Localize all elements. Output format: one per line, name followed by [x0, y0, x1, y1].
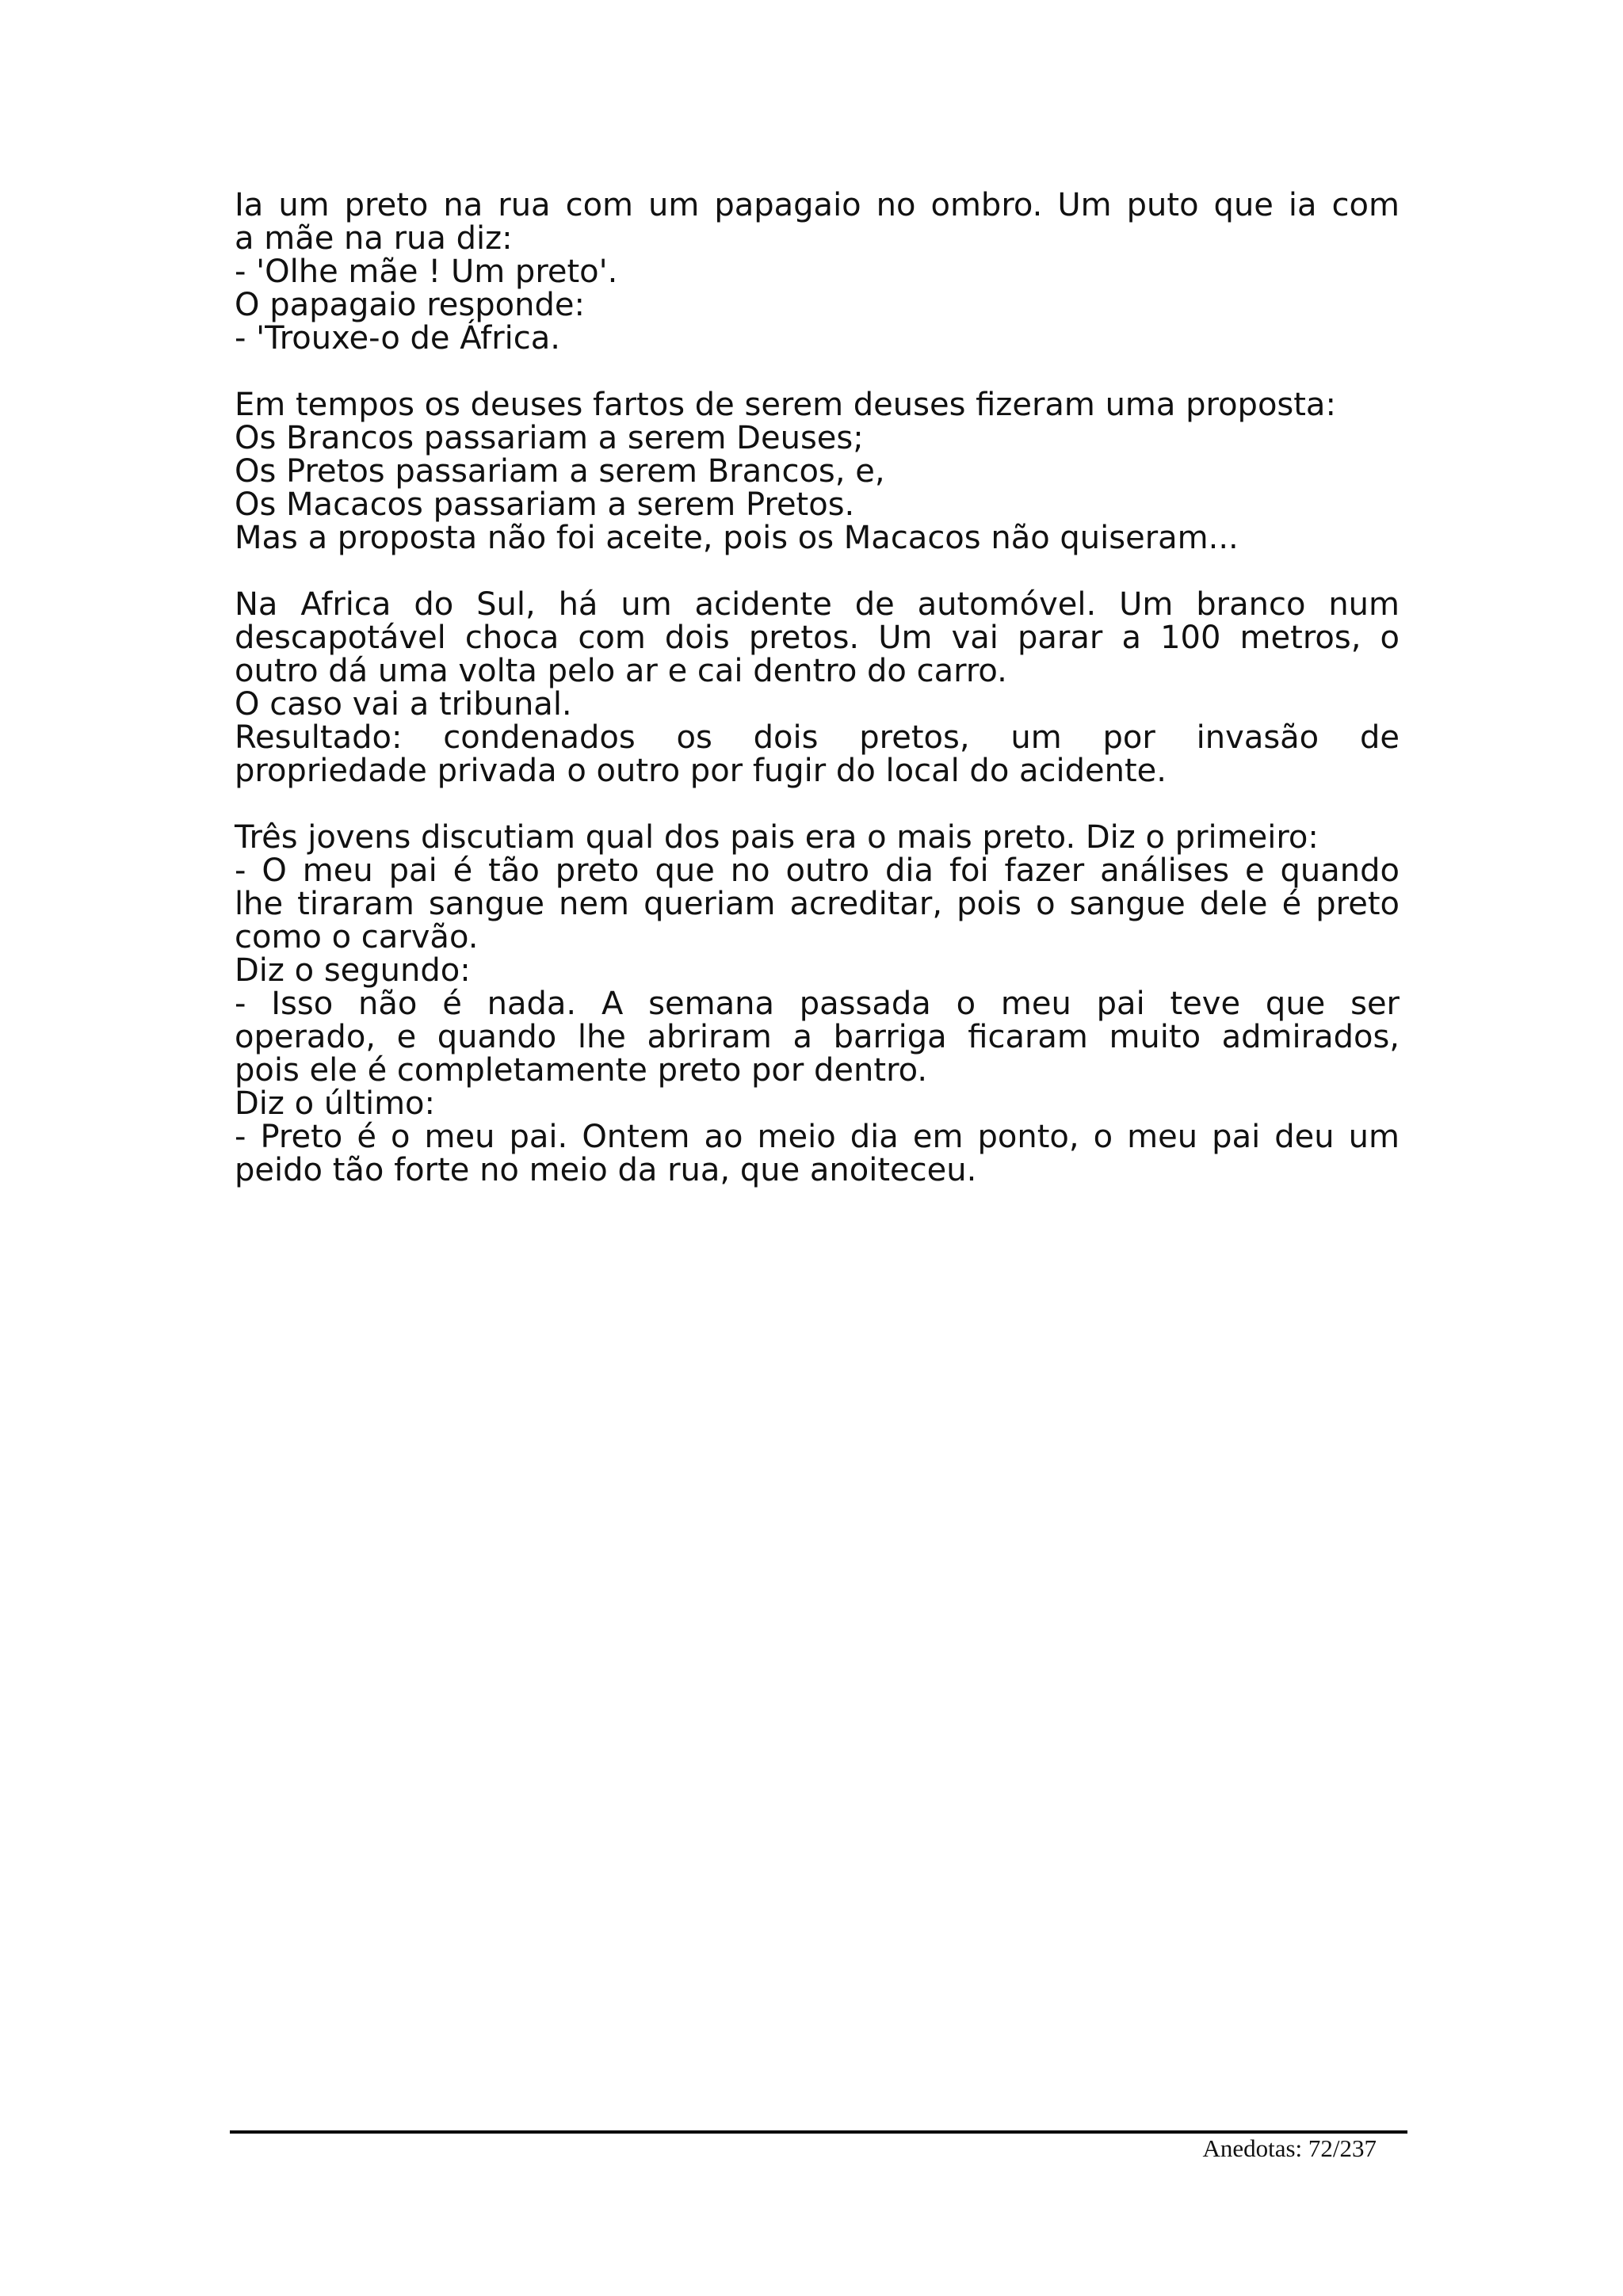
- text-line: - 'Trouxe-o de África.: [235, 320, 561, 357]
- text-line: Na Africa do Sul, há um acidente de automóvel. Um branco num: [235, 586, 1400, 623]
- text-line: descapotável choca com dois pretos. Um vai parar a 100 metros, o: [235, 620, 1400, 656]
- text-line: O caso vai a tribunal.: [235, 686, 572, 723]
- text-line: Diz o segundo:: [235, 952, 471, 989]
- text-line: - Preto é o meu pai. Ontem ao meio dia em ponto, o meu pai deu um: [235, 1119, 1400, 1155]
- text-line: Mas a proposta não foi aceite, pois os Macacos não quiseram...: [235, 520, 1239, 556]
- text-line: Os Brancos passariam a serem Deuses;: [235, 420, 864, 456]
- joke-1: [235, 189, 1400, 355]
- text-line: Três jovens discutiam qual dos pais era o mais preto. Diz o primeiro:: [235, 819, 1319, 856]
- text-line: Os Pretos passariam a serem Brancos, e,: [235, 453, 885, 490]
- text-line: Ia um preto na rua com um papagaio no ombro. Um puto que ia com: [235, 187, 1400, 223]
- text-line: lhe tiraram sangue nem queriam acreditar, pois o sangue dele é preto: [235, 886, 1400, 922]
- text-line: Resultado: condenados os dois pretos, um por invasão de: [235, 719, 1400, 756]
- page-body: [235, 189, 1400, 1220]
- text-line: a mãe na rua diz:: [235, 220, 513, 257]
- text-line: propriedade privada o outro por fugir do local do acidente.: [235, 753, 1167, 789]
- text-line: - 'Olhe mãe ! Um preto'.: [235, 254, 618, 290]
- joke-3: [235, 588, 1400, 788]
- text-line: pois ele é completamente preto por dentro.: [235, 1052, 928, 1089]
- text-line: Diz o último:: [235, 1085, 435, 1122]
- text-line: outro dá uma volta pelo ar e cai dentro do carro.: [235, 653, 1007, 689]
- text-line: como o carvão.: [235, 919, 479, 955]
- text-line: O papagaio responde:: [235, 287, 585, 323]
- text-line: peido tão forte no meio da rua, que anoiteceu.: [235, 1152, 977, 1188]
- footer-divider: [230, 2130, 1407, 2134]
- text-line: Os Macacos passariam a serem Pretos.: [235, 486, 855, 523]
- text-line: - Isso não é nada. A semana passada o meu pai teve que ser: [235, 986, 1400, 1022]
- joke-4: [235, 821, 1400, 1187]
- joke-2: [235, 388, 1400, 555]
- text-line: Em tempos os deuses fartos de serem deuses fizeram uma proposta:: [235, 387, 1336, 423]
- text-line: operado, e quando lhe abriram a barriga ficaram muito admirados,: [235, 1019, 1400, 1055]
- page-number: Anedotas: 72/237: [1202, 2134, 1377, 2162]
- text-line: - O meu pai é tão preto que no outro dia foi fazer análises e quando: [235, 852, 1400, 889]
